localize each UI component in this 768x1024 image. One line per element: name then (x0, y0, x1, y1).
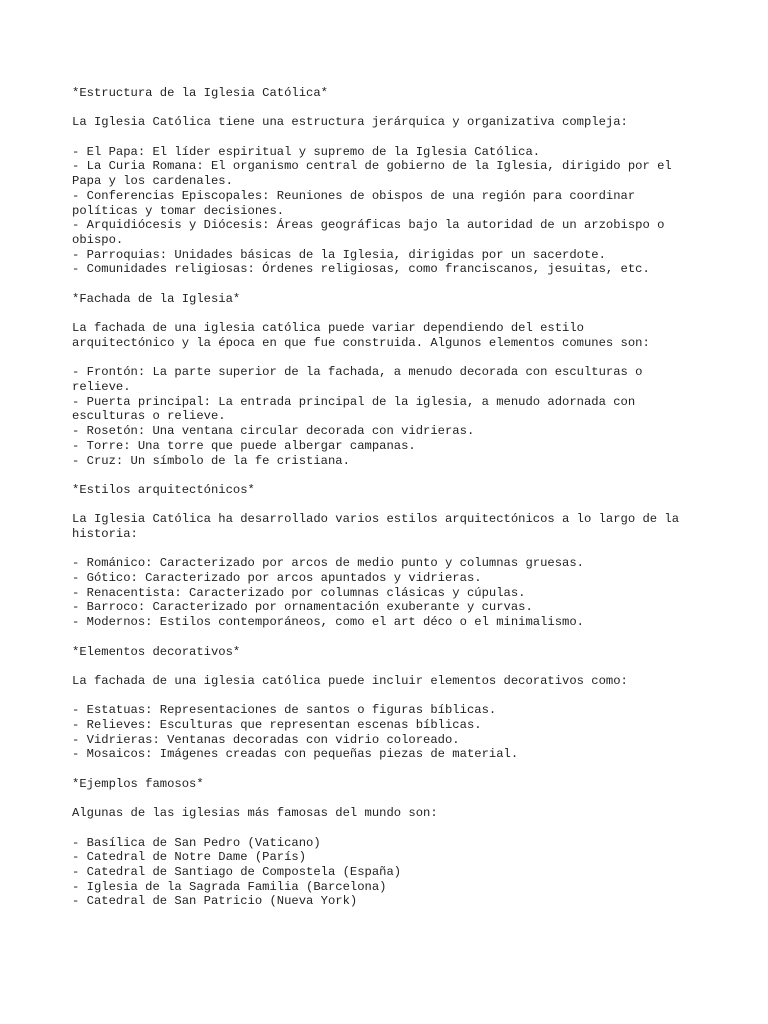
list-item-line: - Catedral de San Patricio (Nueva York) (72, 894, 358, 909)
blank-line (72, 468, 712, 483)
section-intro-line: La Iglesia Católica ha desarrollado varios estilos arquitectónicos a lo largo de la (72, 512, 680, 527)
list-item-line: - Románico: Caracterizado por arcos de medio punto y columnas gruesas. (72, 556, 584, 571)
section-intro-line: Algunas de las iglesias más famosas del mundo son: (72, 806, 438, 821)
list-item-line: obispo. (72, 233, 124, 247)
list-item-line: - Catedral de Notre Dame (París) (72, 850, 307, 865)
list-item-line: - Basílica de San Pedro (Vaticano) (72, 835, 321, 850)
section-intro-line: La Iglesia Católica tiene una estructura jerárquica y organizativa compleja: (72, 115, 628, 130)
list-item-line: - Frontón: La parte superior de la fachada, a menudo decorada con esculturas o (72, 365, 643, 380)
blank-line (72, 792, 712, 807)
list-item-line: - Estatuas: Representaciones de santos o figuras bíblicas. (72, 703, 497, 718)
blank-line (72, 498, 712, 513)
list-item-line: esculturas o relieve. (72, 409, 226, 424)
list-item-line: - Barroco: Caracterizado por ornamentación exuberante y curvas. (72, 600, 533, 615)
section-heading: *Ejemplos famosos* (72, 776, 204, 791)
section-heading: *Fachada de la Iglesia* (72, 291, 241, 306)
blank-line (72, 542, 712, 557)
list-item-line: - Relieves: Esculturas que representan escenas bíblicas. (72, 718, 482, 733)
blank-line (72, 101, 712, 116)
section-intro-line: La fachada de una iglesia católica puede incluir elementos decorativos como: (72, 673, 628, 688)
list-item-line: - Torre: Una torre que puede albergar campanas. (72, 438, 416, 453)
blank-line (72, 821, 712, 836)
blank-line (72, 130, 712, 145)
section-heading: *Estilos arquitectónicos* (72, 482, 255, 497)
list-item-line: - El Papa: El líder espiritual y supremo de la Iglesia Católica. (72, 144, 541, 159)
blank-line (72, 762, 712, 777)
list-item-line: Papa y los cardenales. (72, 174, 233, 189)
list-item-line: - Puerta principal: La entrada principal de la iglesia, a menudo adornada con (72, 394, 636, 409)
section-heading: *Elementos decorativos* (72, 644, 241, 659)
blank-line (72, 277, 712, 292)
list-item-line: - Conferencias Episcopales: Reuniones de obispos de una región para coordinar (72, 188, 636, 203)
section-intro-line: La fachada de una iglesia católica puede variar dependiendo del estilo (72, 321, 584, 336)
blank-line (72, 689, 712, 704)
blank-line (72, 630, 712, 645)
section-heading: *Estructura de la Iglesia Católica* (72, 86, 328, 100)
list-item-line: - Renacentista: Caracterizado por columnas clásicas y cúpulas. (72, 585, 526, 600)
section-intro-line: historia: (72, 526, 138, 541)
blank-line (72, 659, 712, 674)
list-item-line: - Mosaicos: Imágenes creadas con pequeñas piezas de material. (72, 747, 519, 762)
blank-line (72, 351, 712, 366)
list-item-line: - La Curia Romana: El organismo central de gobierno de la Iglesia, dirigido por el (72, 159, 672, 174)
list-item-line: - Parroquias: Unidades básicas de la Iglesia, dirigidas por un sacerdote. (72, 247, 606, 262)
list-item-line: políticas y tomar decisiones. (72, 203, 285, 218)
list-item-line: - Cruz: Un símbolo de la fe cristiana. (72, 453, 350, 468)
list-item-line: - Rosetón: Una ventana circular decorada con vidrieras. (72, 424, 475, 439)
blank-line (72, 307, 712, 322)
list-item-line: - Gótico: Caracterizado por arcos apuntados y vidrieras. (72, 571, 482, 586)
list-item-line: - Comunidades religiosas: Órdenes religiosas, como franciscanos, jesuitas, etc. (72, 262, 650, 277)
list-item-line: relieve. (72, 379, 131, 394)
list-item-line: - Modernos: Estilos contemporáneos, como el art déco o el minimalismo. (72, 615, 584, 630)
list-item-line: - Arquidiócesis y Diócesis: Áreas geográficas bajo la autoridad de un arzobispo o (72, 218, 665, 233)
document-body (72, 86, 712, 909)
list-item-line: - Vidrieras: Ventanas decoradas con vidrio coloreado. (72, 732, 460, 747)
section-intro-line: arquitectónico y la época en que fue construida. Algunos elementos comunes son: (72, 335, 650, 350)
list-item-line: - Catedral de Santiago de Compostela (España) (72, 865, 402, 880)
list-item-line: - Iglesia de la Sagrada Familia (Barcelona) (72, 879, 387, 894)
